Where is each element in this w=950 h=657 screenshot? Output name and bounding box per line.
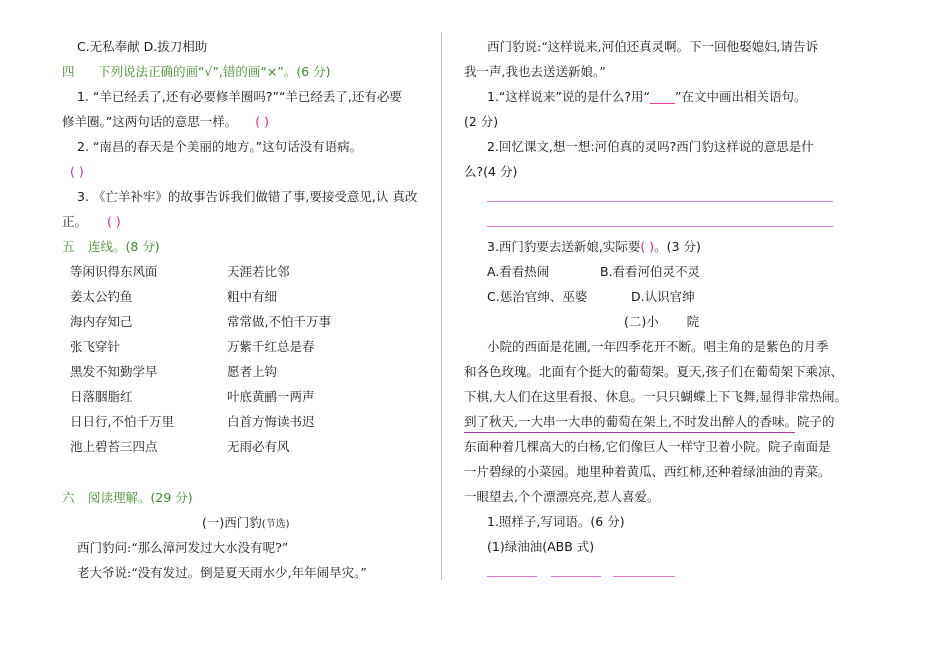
passage-1-title-text: (一)西门豹 — [202, 515, 262, 530]
match-left-item[interactable]: 日日行,不怕千万里 — [70, 414, 174, 429]
section-6-title: 阅读理解。(29 分) — [88, 490, 193, 505]
section-4-number: 四 — [62, 64, 75, 79]
q6-3-line — [487, 239, 701, 255]
match-left-item[interactable]: 池上碧苔三四点 — [70, 439, 158, 454]
q6-3-text-a: 3.西门豹要去送新娘,实际要 — [487, 239, 641, 254]
q7-1-title: 1.照样子,写词语。(6 分) — [487, 514, 625, 529]
answer-blank[interactable] — [613, 576, 675, 577]
options-c-d: C.无私奉献 D.拔刀相助 — [77, 39, 208, 54]
passage-2-line: 小院的西面是花圃,一年四季花开不断。唱主角的是紫色的月季 — [487, 339, 829, 354]
q4-3-answer-paren[interactable]: ( ) — [107, 214, 121, 229]
match-left-item[interactable]: 等闲识得东风面 — [70, 264, 158, 279]
match-right-item[interactable]: 粗中有细 — [227, 289, 278, 304]
q6-3-option-a[interactable]: A.看看热闹 — [487, 264, 550, 279]
answer-blank[interactable] — [551, 576, 601, 577]
q6-1-line2: (2 分) — [464, 114, 499, 129]
q4-1-line1: 1. “羊已经丢了,还有必要修羊圈吗?”“羊已经丢了,还有必要 — [77, 89, 402, 104]
section-6-number: 六 — [62, 490, 75, 505]
match-left-item[interactable]: 张飞穿针 — [70, 339, 121, 354]
q6-1-underline-sample: ____ — [650, 89, 675, 104]
passage-2-line: 和各色玫瑰。北面有个挺大的葡萄架。夏天,孩子们在葡萄架下乘凉、 — [464, 364, 843, 379]
q6-1-text-b: ”在文中画出相关语句。 — [675, 89, 807, 104]
q4-2-answer-paren[interactable]: ( ) — [70, 164, 84, 179]
q6-1-text-a: 1.“这样说来”说的是什么?用“ — [487, 89, 650, 104]
answer-blank[interactable] — [487, 576, 537, 577]
q6-3-option-b[interactable]: B.看看河伯灵不灵 — [600, 264, 701, 279]
q6-2-line1: 2.回忆课文,想一想:河伯真的灵吗?西门豹这样说的意思是什 — [487, 139, 814, 154]
match-right-item[interactable]: 愿者上钩 — [227, 364, 278, 379]
passage-2-underlined-sentence: 到了秋天,一大串一大串的葡萄在架上,不时发出醉人的香味。 — [464, 414, 797, 429]
passage-1-line2: 老大爷说:“没有发过。倒是夏天雨水少,年年闹旱灾。” — [77, 565, 367, 580]
match-right-item[interactable]: 白首方悔读书迟 — [227, 414, 315, 429]
q6-1-line1 — [487, 89, 806, 105]
q7-1-sub: (1)绿油油(ABB 式) — [487, 539, 595, 554]
passage-2-line: 一片碧绿的小菜园。地里种着黄瓜、西红柿,还种着绿油油的青菜。 — [464, 464, 831, 479]
match-left-item[interactable]: 黑发不知勤学早 — [70, 364, 158, 379]
q4-3-line2 — [62, 214, 121, 230]
q4-1-line2 — [62, 114, 269, 130]
q6-2-answer-line[interactable] — [487, 226, 833, 227]
q6-2-line2: 么?(4 分) — [464, 164, 518, 179]
passage-1-line1: 西门豹问:“那么漳河发过大水没有呢?” — [77, 540, 289, 555]
q6-3-text-b: 。(3 分) — [654, 239, 701, 254]
q6-3-answer-paren[interactable]: ( ) — [640, 239, 655, 254]
q4-2-line1: 2. “南昌的春天是个美丽的地方。”这句话没有语病。 — [77, 139, 363, 154]
q6-2-answer-line[interactable] — [487, 201, 833, 202]
section-5-title: 连线。(8 分) — [88, 239, 160, 254]
match-left-item[interactable]: 日落胭脂红 — [70, 389, 133, 404]
section-5-number: 五 — [62, 239, 75, 254]
passage-2-line — [464, 414, 834, 430]
match-left-item[interactable]: 海内存知己 — [70, 314, 133, 329]
match-left-item[interactable]: 姜太公钓鱼 — [70, 289, 133, 304]
passage-2-line: 东面种着几棵高大的白杨,它们像巨人一样守卫着小院。院子南面是 — [464, 439, 831, 454]
passage-1-title — [202, 515, 290, 533]
column-divider — [441, 32, 442, 580]
passage-2-title: (二)小 院 — [624, 314, 700, 329]
q4-3-line1: 3. 《亡羊补牢》的故事告诉我们做错了事,要接受意见,认 真改 — [77, 189, 418, 204]
q4-1-line2-text: 修羊圈。”这两句话的意思一样。 — [62, 114, 238, 129]
match-right-item[interactable]: 无雨必有风 — [227, 439, 290, 454]
q4-1-answer-paren[interactable]: ( ) — [255, 114, 269, 129]
q4-3-line2-text: 正。 — [62, 214, 88, 229]
passage-2-line: 下棋,大人们在这里看报、休息。一只只蝴蝶上下飞舞,显得非常热闹。 — [464, 389, 847, 404]
section-4-title: 下列说法正确的画“√”,错的画“×”。(6 分) — [98, 64, 331, 79]
passage-1-note: (节选) — [261, 519, 290, 530]
passage-2-line: 一眼望去,个个漂漂亮亮,惹人喜爱。 — [464, 489, 660, 504]
passage-1-line4: 我一声,我也去送送新娘。” — [464, 64, 606, 79]
match-right-item[interactable]: 天涯若比邻 — [227, 264, 290, 279]
q6-3-option-d[interactable]: D.认识官绅 — [631, 289, 695, 304]
match-right-item[interactable]: 叶底黄鹂一两声 — [227, 389, 315, 404]
handwritten-underline — [464, 432, 795, 433]
passage-2-line-end: 院子的 — [796, 414, 835, 429]
q6-3-option-c[interactable]: C.惩治官绅、巫婆 — [487, 289, 588, 304]
match-right-item[interactable]: 万紫千红总是春 — [227, 339, 315, 354]
match-right-item[interactable]: 常常做,不怕千万事 — [227, 314, 331, 329]
passage-1-line3: 西门豹说:“这样说来,河伯还真灵啊。下一回他娶媳妇,请告诉 — [487, 39, 819, 54]
